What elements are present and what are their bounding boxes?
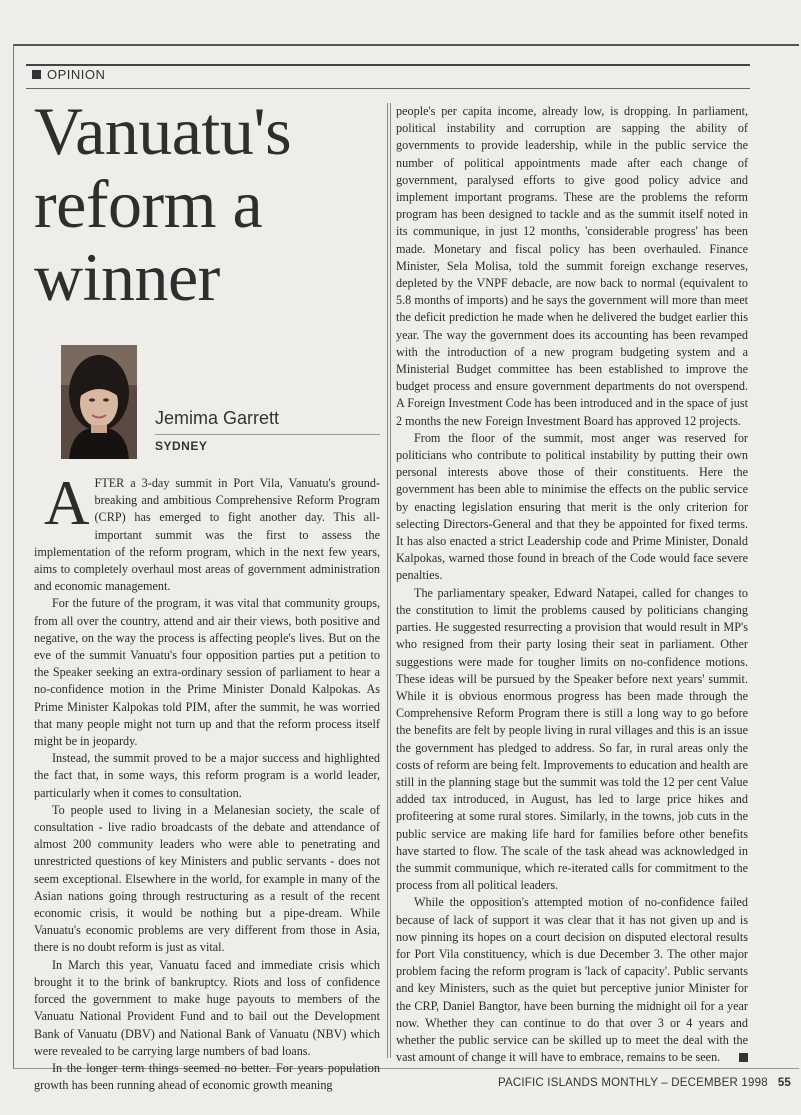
paragraph: From the floor of the summit, most anger was reserved for politicians who contribute to political instability by putting their own personal interests above those of their constituents. Here the government has been able to minimise the effects on the public service by enacting legislation ensuring that merit is the only criterion for selecting Directors-General and that they be appointed for fixed terms. It has also enacted a strict Leadership code and Prime Minister, Donald Kalpokas, warned those found in breach of the Code would face severe penalties.	[396, 430, 748, 583]
paragraph: people's per capita income, already low, is dropping. In parliament, political instability and corruption are sapping the ability of governments to provide leadership, while in the public service the number of political appointments made after each change of government, paralysed efforts to give good policy advice and implement important programs. These are the problems the reform program has been designed to tackle and as the summit itself noted in its communique, in just 12 months, 'considerable progress' has been made. Monetary and fiscal policy has been overhauled. Finance Minister, Sela Molisa, told the summit foreign exchange reserves, depleted by the VNPF debacle, are now back to normal (equivalent to 5.8 months of imports) and he says the government will more than meet the deficit prediction he made when he delivered the budget earlier this year. The way the government does its accounting has been revamped with the introduction of a new program budgeting system and a Ministerial Budget committee has been established to improve the budget process and ensure government departments do not overspend. A Foreign Investment Code has been introduced and in the space of just 2 months the new Foreign Investment Board has approved 12 projects.	[396, 104, 748, 428]
page-number: 55	[777, 1077, 792, 1089]
publication-info: PACIFIC ISLANDS MONTHLY – DECEMBER 1998	[498, 1077, 768, 1089]
author-photo	[61, 345, 137, 459]
paragraph: To people used to living in a Melanesian society, the scale of consultation - live radio broadcasts of the debate and attendance of almost 200 community leaders who were able to penetrating and unrestricted questions of key Ministers and public servants - does not seem exceptional. Elsewhere in the world, for example in many of the Asian nations going through restructuring as a result of the recent economic crisis, it would be nothing but a pipe-dream. While Vanuatu's economic problems are very different from those in Asia, there is no doubt reform is just as vital.	[34, 802, 380, 955]
page-footer	[498, 1077, 791, 1089]
section-label	[32, 67, 105, 82]
article-column-left	[34, 468, 380, 1093]
drop-cap: A	[44, 468, 90, 538]
section-header	[26, 64, 750, 89]
article-column-right	[396, 103, 748, 1063]
paragraph: In March this year, Vanuatu faced and immediate crisis which brought it to the brink of bankruptcy. Riots and loss of confidence forced the government to make huge payouts to members of the Vanuatu National Provident Fund and to bail out the Development Bank of Vanuatu (DBV) and National Bank of Vanuatu (NBV) which were revealed to be carrying large numbers of bad loans.	[34, 957, 380, 1058]
paragraph: Instead, the summit proved to be a major success and highlighted the fact that, in some ways, this reform program is a world leader, particularly when it comes to consultation.	[34, 751, 380, 800]
paragraph: The parliamentary speaker, Edward Natapei, called for changes to the constitution to limit the problems caused by politicians changing parties. He suggested resurrecting a provision that would result in MP's who resigned from their party losing their seat in parliament. Other suggestions were made for tougher limits on no-confidence motions. These ideas will be pursued by the Speaker before next years' summit. While it is obvious enormous progress has been made through the Comprehensive Reform Program there is still a long way to go before the benefits are felt by people living in rural villages and this is an issue the government has pledged to address. So far, in rural areas only the costs of reform are being felt. Improvements to education and health are still in the planning stage but the summit was told the 12 per cent Value added tax introduced, in August, has led to large price hikes and profiteering at some rural stores. Similarly, in the towns, job cuts in the public service are making life hard for families before other benefits have started to flow. The scale of the task ahead was acknowledged in the summit communique, which re-iterated calls for commitment to the process from all political leaders.	[396, 585, 748, 893]
column-rule	[387, 103, 388, 1058]
portrait-image	[61, 345, 137, 459]
dateline: SYDNEY	[155, 434, 380, 453]
column-rule	[390, 103, 391, 1058]
square-bullet-icon	[32, 70, 41, 79]
paragraph: While the opposition's attempted motion of no-confidence failed because of lack of support it was clear that it has not given up and is now pinning its hopes on a court decision on disputed electoral results for Port Vila constituency, which is due December 3. The other major problem facing the reform program is 'lack of capacity'. Public servants and key Ministers, such as the quiet but perceptive junior Minister for the CRP, Daniel Bangtor, have been burning the midnight oil for a year now. Whether they can continue to do that over 3 or 4 years and whether the public service can be skilled up to meet the deal with the vast amount of change it will have to embrace, remains to be seen.	[396, 895, 748, 1065]
section-name: OPINION	[47, 67, 106, 82]
paragraph: In the longer term things seemed no better. For years population growth has been running ahead of economic growth meaning	[34, 1060, 380, 1093]
paragraph: For the future of the program, it was vital that community groups, from all over the country, attend and air their views, both positive and negative, on the way the process is affecting people's lives. But on the eve of the summit Vanuatu's four opposition parties put a petition to the Speaker seeking an extra-ordinary session of parliament to hear a no-confidence motion in the Prime Minister Donald Kalpokas. As Prime Minister Kalpokas told PIM, after the summit, he was worried that many people might not turn up and that the reform process itself might be in jeopardy.	[34, 596, 380, 749]
author-name: Jemima Garrett	[155, 408, 280, 428]
headline: Vanuatu's reform a winner	[34, 93, 292, 315]
paragraph: AFTER a 3-day summit in Port Vila, Vanuatu's ground-breaking and ambitious Comprehensive Reform Program (CRP) has emerged to fight another day. This all-important summit was the first to assess the implementation of the reform program, which in the next few years, aims to completely overhaul most areas of government administration and economic management.	[34, 468, 380, 594]
end-mark-icon	[739, 1053, 748, 1062]
